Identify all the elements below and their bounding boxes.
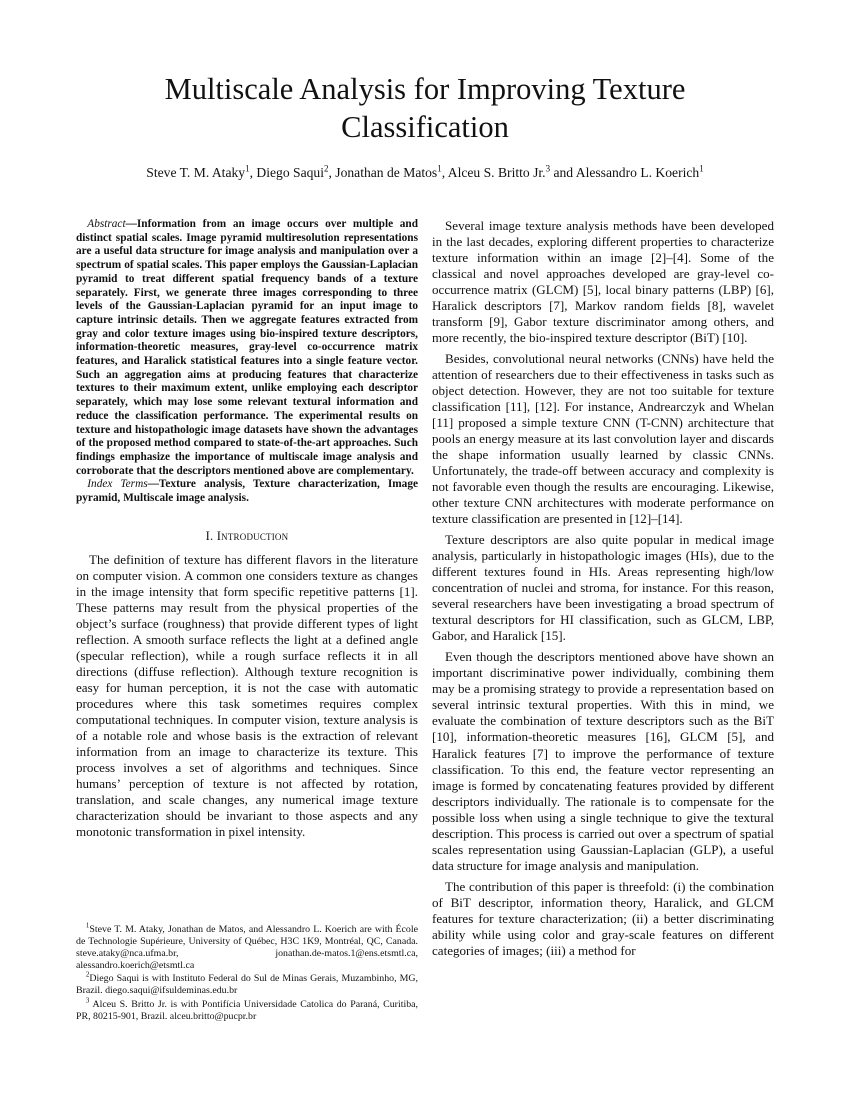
author-name: Jonathan de Matos	[335, 165, 438, 180]
footnote-text: Diego Saqui is with Instituto Federal do Sul de Minas Gerais, Muzambinho, MG, Brazil. diego.saqui@ifsuldeminas.edu.br	[76, 973, 418, 997]
author-separator: ,	[328, 165, 336, 180]
footnote	[76, 996, 418, 1023]
author-name: Steve T. M. Ataky	[146, 165, 246, 180]
footnote-text: Steve T. M. Ataky, Jonathan de Matos, and Alessandro L. Koerich are with École de Technologie Supérieure, University of Québec, H3C 1K9, Montréal, QC, Canada. steve.ataky@nca.ufma.br, jonathan.de-matos.1@ens.etsmtl.ca, alessandro.koerich@etsmtl.ca	[76, 924, 418, 972]
section-heading-introduction: I. Introduction	[205, 528, 289, 543]
author-separator: ,	[249, 165, 257, 180]
arxiv-identifier-stamp	[18, 290, 58, 730]
author-name: Alessandro L. Koerich	[575, 165, 700, 180]
body-paragraph: The contribution of this paper is threefold: (i) the combination of BiT descriptor, information theory, Haralick, and GLCM features for texture characterization; (ii) a better discriminating ability while using color and gray-scale features on different categories of images; (iii) a method for	[432, 878, 774, 958]
author-separator: and	[550, 165, 576, 180]
footnote-mark: 3	[85, 996, 90, 1005]
author-affiliation-mark: 2	[323, 163, 329, 174]
right-column	[432, 218, 774, 964]
left-column	[76, 218, 418, 845]
footnotes	[76, 921, 418, 1024]
author-affiliation-mark: 1	[699, 163, 704, 174]
footnote	[76, 973, 418, 997]
index-terms	[76, 478, 418, 505]
footnote-mark: 2	[85, 971, 90, 980]
body-paragraph: Even though the descriptors mentioned above have shown an important discriminative power individually, combining them may be a promising strategy to provide a representation based on several intrinsic textural properties. With this in mind, we evaluate the combination of texture descriptors such as the BiT [10], information-theoretic measures [16], GLCM [5], and Haralick features [7] to improve the performance of texture classification. To this end, the feature vector representing an image is formed by concatenating features provided by different descriptors individually. The rationale is to compensate for the possible loss when using a single technique to give the textural description. This process is carried out over a spectrum of spatial scales representation using Gaussian-Laplacian (GLP), a useful data structure for image analysis and manipulation.	[432, 649, 774, 873]
abstract-label: Abstract	[87, 218, 126, 230]
footnote-mark: 1	[85, 921, 90, 930]
author-affiliation-mark: 1	[245, 163, 250, 174]
abstract	[76, 218, 418, 478]
author-list	[60, 164, 790, 182]
author-name: Alceu S. Britto Jr.	[447, 165, 546, 180]
body-paragraph: Besides, convolutional neural networks (CNNs) have held the attention of researchers due to their effectiveness in tasks such as object detection. However, they are not too suitable for texture classification [11], [12]. For instance, Andrearczyk and Whelan [11] proposed a simple texture CNN (T-CNN) architecture that pools an energy measure at its last convolution layer and discards the shape information usually learned by classic CNNs. Unfortunately, the trade-off between accuracy and complexity is not favorable even though the results are encouraging. Likewise, other texture CNN architectures with moderate performance on texture classification are presented in [12]–[14].	[432, 351, 774, 527]
author-affiliation-mark: 3	[545, 163, 551, 174]
author-affiliation-mark: 1	[437, 163, 442, 174]
index-terms-text: —Texture analysis, Texture characterization, Image pyramid, Multiscale image analysis.	[76, 478, 418, 505]
paper-title: Multiscale Analysis for Improving Texture Classification	[164, 72, 686, 144]
body-paragraph: Texture descriptors are also quite popular in medical image analysis, particularly in histopathologic images (HIs), due to the different textures found in HIs. Areas representing high/low concentration of nuclei and stroma, for instance. For this reason, several researchers have been investigating a broad spectrum of textural descriptors for HI classification, such as GLCM, LBP, Gabor, and Haralick [15].	[432, 532, 774, 644]
author-name: Diego Saqui	[256, 165, 324, 180]
abstract-text: —Information from an image occurs over multiple and distinct spatial scales. Image pyramid multiresolution representations are a useful data structure for image analysis and manipulation over a spectrum of spatial scales. This paper employs the Gaussian-Laplacian pyramid to treat different spatial frequency bands of a texture separately. First, we generate three images corresponding to three levels of the Gaussian-Laplacian pyramid for an input image to capture intrinsic details. Then we aggregate features extracted from gray and color texture images using bio-inspired texture descriptors, information-theoretic measures, gray-level co-occurrence matrix features, and Haralick statistical features into a single feature vector. Such an aggregation aims at producing features that characterize textures to their maximum extent, unlike employing each descriptor separately, which may lose some relevant textural information and reduce the classification performance. The experimental results on texture and histopathologic image datasets have shown the advantages of the proposed method compared to state-of-the-art approaches. Such findings emphasize the importance of multiscale image analysis and corroborate that the descriptors mentioned above are complementary.	[76, 218, 418, 477]
body-paragraph: Several image texture analysis methods have been developed in the last decades, exploring different properties to characterize texture information within an image [2]–[4]. Some of the classical and novel approaches developed are gray-level co-occurrence matrix (GLCM) [5], local binary patterns (LBP) [6], Haralick descriptors [7], Markov random fields [8], wavelet transform [9], Gabor texture discriminator among others, and more recently, the bio-inspired texture descriptor (BiT) [10].	[432, 218, 774, 346]
author-separator: ,	[441, 165, 448, 180]
footnote	[76, 921, 418, 972]
footnote-text: Alceu S. Britto Jr. is with Pontifícia Universidade Catolica do Paraná, Curitiba, PR, 80215-901, Brazil. alceu.britto@pucpr.br	[76, 998, 418, 1022]
body-paragraph: The definition of texture has different flavors in the literature on computer vision. A common one considers texture as changes in the image intensity that form specific repetitive patterns [1]. These patterns may result from the physical properties of the object’s surface (roughness) that provide different types of light reflection. A smooth surface reflects the light at a defined angle (specular reflection), while a rough surface reflects it in all directions (diffuse reflection). Although texture recognition is easy for human perception, it is not the case with automatic procedures where this task sometimes requires complex computational techniques. In computer vision, texture analysis is of a notable role and whose basis is the extraction of relevant information from an image to characterize its texture. This process involves a set of algorithms and techniques. Since humans’ perception of texture is not affected by rotation, translation, and scale changes, any numerical image texture characterization should be invariant to those aspects and any monotonic transformation in pixel intensity.	[76, 551, 418, 840]
index-terms-label: Index Terms	[87, 478, 148, 491]
